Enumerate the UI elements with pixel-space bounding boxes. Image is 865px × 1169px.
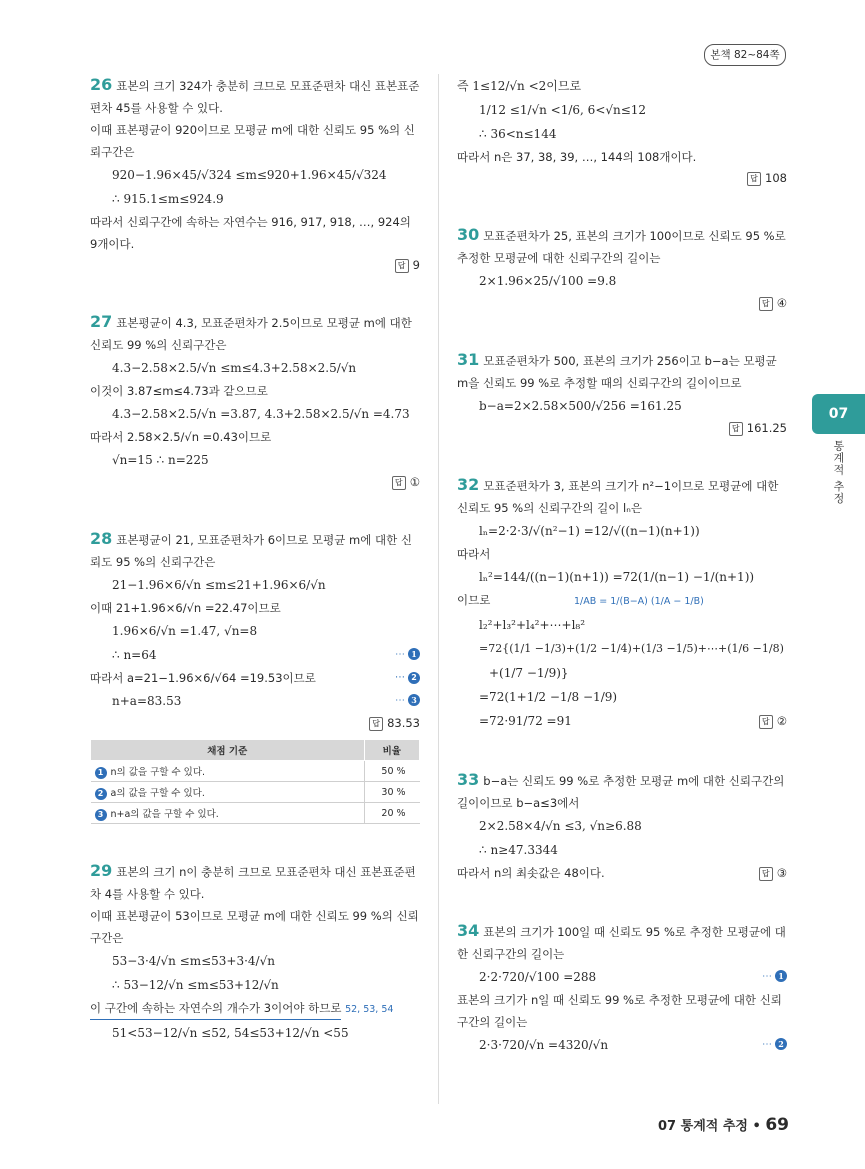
answer: ③ (776, 866, 787, 880)
problem-29-continued (457, 74, 787, 188)
equation: ∴ n≥47.3344 (479, 843, 558, 857)
equation: n+a=83.53 ⋯ 3 (90, 689, 420, 713)
problem-34 (457, 920, 787, 1057)
problem-number: 29 (90, 861, 113, 880)
equation: lₙ=2·2·3/√(n²−1) =12/√((n−1)(n+1)) (479, 524, 700, 538)
equation: 4.3−2.58×2.5/√n ≤m≤4.3+2.58×2.5/√n (112, 361, 357, 375)
answer: 답 9 (90, 255, 420, 275)
equation: 2×2.58×4/√n ≤3, √n≥6.88 (479, 819, 642, 833)
problem-29 (90, 860, 420, 1045)
solution-text: 이 구간에 속하는 자연수의 개수가 3이어야 하므로 (90, 997, 341, 1020)
problem-number: 32 (457, 475, 480, 494)
step-marker: ⋯ 1 (395, 643, 420, 667)
solution-text: 모표준편차가 25, 표본의 크기가 100이므로 신뢰도 95 %로 추정한 모평균에 대한 신뢰구간의 길이는 (457, 229, 786, 265)
step-marker: ⋯ 1 (762, 965, 787, 989)
grading-table (90, 739, 420, 824)
problem-31 (457, 349, 787, 438)
problem-number: 34 (457, 921, 480, 940)
grading-header-ratio: 비율 (364, 740, 420, 761)
equation: ∴ n=64 ⋯ 1 (90, 643, 420, 667)
answer: 답 ① (90, 472, 420, 492)
solution-text: 따라서 a=21−1.96×6/√64 =19.53이므로 ⋯ 2 (90, 667, 420, 689)
footer-chapter: 07 통계적 추정 (658, 1119, 748, 1134)
problem-32 (457, 474, 787, 733)
right-column (457, 74, 787, 1057)
solution-text: 이때 21+1.96×6/√n =22.47이므로 (90, 601, 281, 615)
solution-text: 따라서 n은 37, 38, 39, …, 144의 108개이다. (457, 150, 697, 164)
solution-text: 따라서 2.58×2.5/√n =0.43이므로 (90, 430, 272, 444)
answer-icon: 답 (747, 172, 761, 186)
equation: +(1/7 −1/9)} (489, 666, 569, 680)
table-row: 1 n의 값을 구할 수 있다. 50 % (91, 761, 420, 782)
answer-icon: 답 (759, 297, 773, 311)
left-column (90, 74, 420, 1045)
problem-number: 27 (90, 312, 113, 331)
answer-icon: 답 (369, 717, 383, 731)
page-number: 69 (765, 1115, 789, 1135)
problem-number: 26 (90, 75, 113, 94)
problem-26 (90, 74, 420, 275)
equation: ∴ 36<n≤144 (479, 127, 557, 141)
equation: 4.3−2.58×2.5/√n =3.87, 4.3+2.58×2.5/√n =4.73 (112, 407, 410, 421)
equation: 2·2·720/√100 =288 ⋯ 1 (457, 965, 787, 989)
equation: √n=15 ∴ n=225 (112, 453, 209, 467)
solution-text: 따라서 n의 최솟값은 48이다. 답 ③ (457, 866, 787, 880)
equation: 2×1.96×25/√100 =9.8 (479, 274, 617, 288)
solution-text: b−a는 신뢰도 99 %로 추정한 모평균 m에 대한 신뢰구간의 길이이므로 b−a≤3에서 (457, 774, 785, 810)
solution-text: 표본의 크기 n이 충분히 크므로 모표준편차 대신 표본표준편차 4를 사용할 수 있다. (90, 865, 416, 901)
answer: 답 83.53 (90, 713, 420, 733)
equation: 2·3·720/√n =4320/√n ⋯ 2 (457, 1033, 787, 1057)
equation: lₙ²=144/((n−1)(n+1)) =72(1/(n−1) −1/(n+1)) (479, 570, 755, 584)
problem-28 (90, 528, 420, 824)
chapter-tab-label: 통계적 추정 (832, 440, 845, 505)
problem-number: 30 (457, 225, 480, 244)
answer-icon: 답 (729, 422, 743, 436)
solution-text: 모표준편차가 3, 표본의 크기가 n²−1이므로 모평균에 대한 신뢰도 95 %의 신뢰구간의 길이 lₙ은 (457, 479, 779, 515)
textbook-reference-tag: 본책 82~84쪽 (704, 44, 786, 66)
solution-text: 표본의 크기가 n일 때 신뢰도 99 %로 추정한 모평균에 대한 신뢰구간의 길이는 (457, 993, 782, 1029)
problem-30 (457, 224, 787, 313)
column-divider (438, 74, 439, 1104)
equation: =72(1+1/2 −1/8 −1/9) (479, 690, 618, 704)
equation: 1/12 ≤1/√n <1/6, 6<√n≤12 (479, 103, 647, 117)
answer-icon: 답 (392, 476, 406, 490)
problem-33 (457, 769, 787, 884)
equation: 21−1.96×6/√n ≤m≤21+1.96×6/√n (112, 578, 326, 592)
equation: b−a=2×2.58×500/√256 =161.25 (479, 399, 682, 413)
equation: 51<53−12/√n ≤52, 54≤53+12/√n <55 (112, 1026, 349, 1040)
answer: 답 ④ (457, 293, 787, 313)
grading-header-criterion: 채점 기준 (91, 740, 365, 761)
hint-annotation: 52, 53, 54 (345, 1004, 394, 1015)
equation: l₂²+l₃²+l₄²+⋯+l₈² (479, 618, 586, 632)
step-marker: ⋯ 3 (395, 689, 420, 713)
equation: 920−1.96×45/√324 ≤m≤920+1.96×45/√324 (112, 168, 387, 182)
page-footer (658, 1115, 789, 1135)
equation: ∴ 53−12/√n ≤m≤53+12/√n (112, 978, 279, 992)
step-marker: ⋯ 2 (762, 1033, 787, 1057)
answer: 답 108 (457, 168, 787, 188)
solution-text: 표본의 크기가 100일 때 신뢰도 95 %로 추정한 모평균에 대한 신뢰구간의 길이는 (457, 925, 786, 961)
equation: 즉 1≤12/√n <2이므로 (457, 79, 582, 93)
equation: ∴ 915.1≤m≤924.9 (112, 192, 224, 206)
equation: 53−3·4/√n ≤m≤53+3·4/√n (112, 954, 275, 968)
chapter-tab: 07 (812, 394, 865, 434)
solution-text: 모표준편차가 500, 표본의 크기가 256이고 b−a는 모평균 m을 신뢰도 99 %로 추정할 때의 신뢰구간의 길이이므로 (457, 354, 777, 390)
footer-separator: • (752, 1119, 761, 1134)
equation: =72{(1/1 −1/3)+(1/2 −1/4)+(1/3 −1/5)+⋯+(1/6 −1/8) (479, 642, 784, 655)
answer-icon: 답 (759, 715, 773, 729)
solution-text: 따라서 (457, 547, 491, 561)
problem-number: 28 (90, 529, 113, 548)
table-row: 3 n+a의 값을 구할 수 있다. 20 % (91, 803, 420, 824)
answer-icon: 답 (759, 867, 773, 881)
answer: 답 161.25 (457, 418, 787, 438)
hint-annotation: 1/AB = 1/(B−A) (1/A − 1/B) (573, 596, 704, 607)
equation: =72·91/72 =91 답 ② (479, 714, 787, 728)
problem-number: 33 (457, 770, 480, 789)
answer-icon: 답 (395, 259, 409, 273)
solution-text: 이것이 3.87≤m≤4.73과 같으므로 (90, 384, 268, 398)
equation: 1.96×6/√n =1.47, √n=8 (112, 624, 258, 638)
solution-text: 이므로 (457, 593, 491, 607)
solution-text: 표본평균이 21, 모표준편차가 6이므로 모평균 m에 대한 신뢰도 95 %의 신뢰구간은 (90, 533, 412, 569)
solution-text: 이때 표본평균이 53이므로 모평균 m에 대한 신뢰도 99 %의 신뢰구간은 (90, 909, 419, 945)
solution-text: 표본평균이 4.3, 모표준편차가 2.5이므로 모평균 m에 대한 신뢰도 99 %의 신뢰구간은 (90, 316, 412, 352)
table-row: 2 a의 값을 구할 수 있다. 30 % (91, 782, 420, 803)
solution-text: 따라서 신뢰구간에 속하는 자연수는 916, 917, 918, …, 924의 9개이다. (90, 215, 411, 251)
solution-text: 이때 표본평균이 920이므로 모평균 m에 대한 신뢰도 95 %의 신뢰구간은 (90, 123, 415, 159)
solution-text: 표본의 크기 324가 충분히 크므로 모표준편차 대신 표본표준편차 45를 사용할 수 있다. (90, 79, 420, 115)
answer: ② (776, 714, 787, 728)
problem-27 (90, 311, 420, 492)
problem-number: 31 (457, 350, 480, 369)
step-marker: ⋯ 2 (395, 667, 420, 689)
